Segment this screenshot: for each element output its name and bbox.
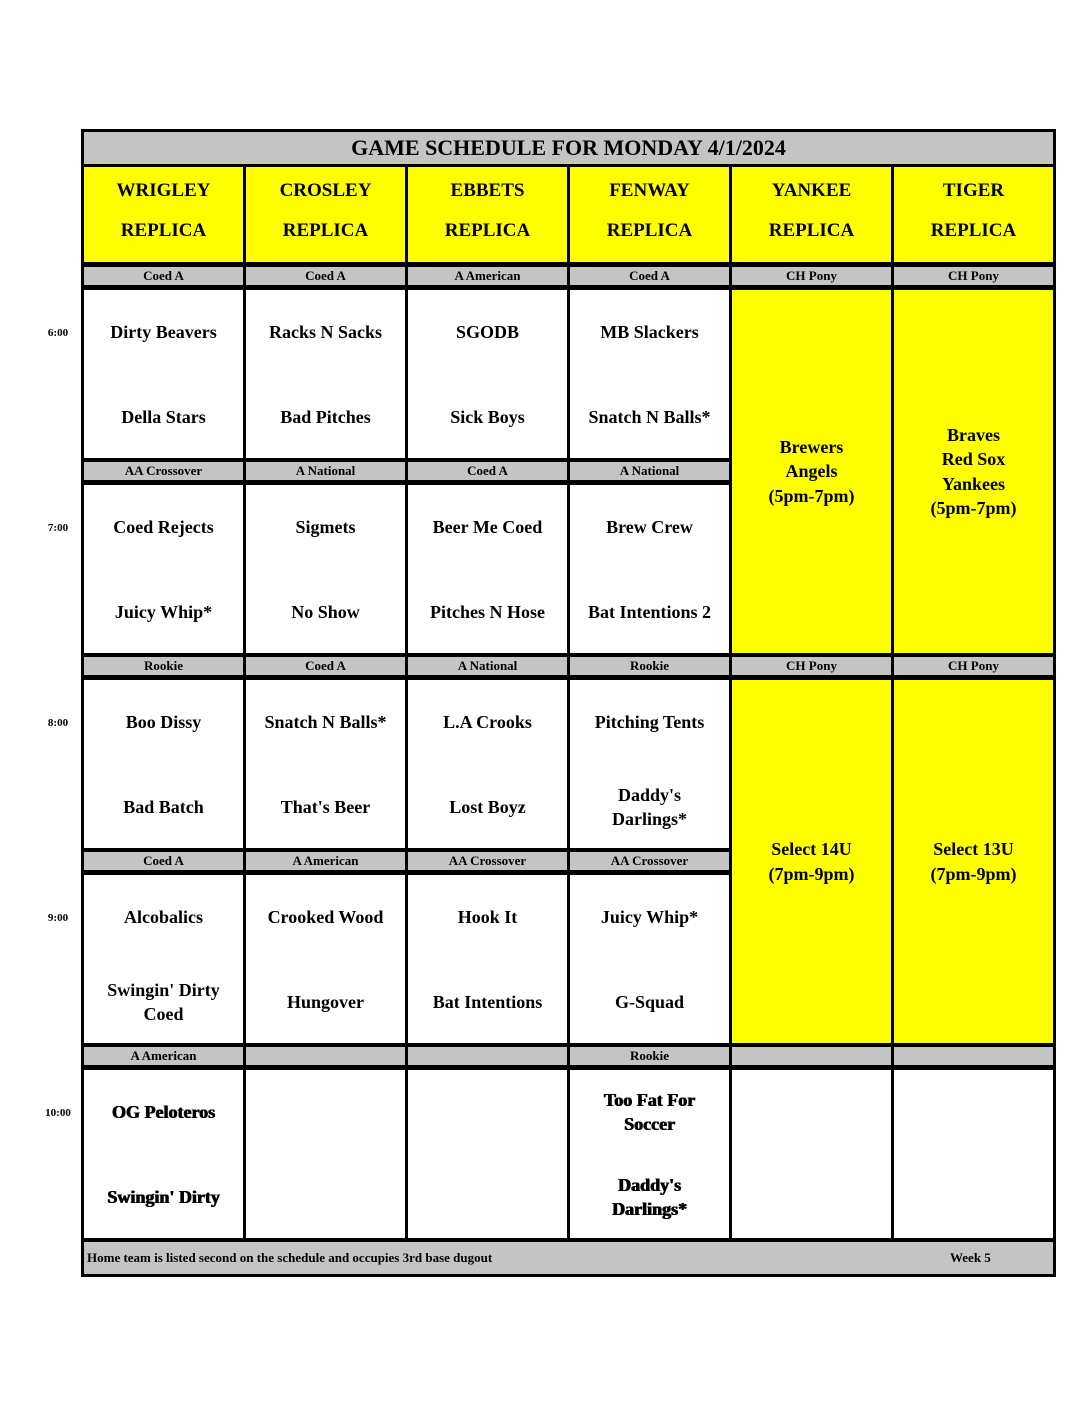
division-label: A National	[567, 459, 732, 483]
home-team: That's Beer	[280, 797, 371, 817]
game-cell	[405, 482, 570, 656]
home-team: Pitches N Hose	[430, 602, 545, 622]
away-team: Boo Dissy	[125, 712, 202, 732]
division-label: CH Pony	[891, 654, 1056, 678]
time-label-8: 8:00	[47, 717, 69, 729]
away-team: Crooked Wood	[267, 907, 384, 927]
field-subtitle: REPLICA	[444, 220, 531, 241]
away-team: Juicy Whip*	[600, 907, 699, 927]
away-team: Too Fat For Soccer	[603, 1090, 696, 1134]
division-label: A American	[243, 849, 408, 873]
game-cell	[243, 677, 408, 851]
away-team: SGODB	[455, 322, 520, 342]
time-label-7: 7:00	[47, 522, 69, 534]
home-team: Swingin' Dirty Coed	[107, 980, 220, 1024]
home-team: Bat Intentions	[432, 992, 543, 1012]
tiger-early-block: Braves Red Sox Yankees (5pm-7pm)	[891, 287, 1056, 656]
field-name: WRIGLEY	[116, 180, 211, 201]
away-team: L.A Crooks	[443, 712, 532, 732]
game-cell	[81, 677, 246, 851]
game-cell	[243, 287, 408, 461]
away-team	[894, 1084, 1053, 1140]
away-team: MB Slackers	[600, 322, 699, 342]
game-cell	[567, 482, 732, 656]
time-label-6: 6:00	[47, 327, 69, 339]
field-subtitle: REPLICA	[120, 220, 207, 241]
game-cell	[567, 677, 732, 851]
footer-note: Home team is listed second on the schedule and occupies 3rd base dugout	[87, 1250, 493, 1265]
game-cell	[405, 287, 570, 461]
field-header-tiger	[891, 164, 1056, 265]
division-label: Coed A	[81, 849, 246, 873]
away-team: Brew Crew	[606, 517, 693, 537]
game-cell	[729, 1067, 894, 1241]
yankee-late-block: Select 14U (7pm-9pm)	[729, 677, 894, 1046]
schedule-title: GAME SCHEDULE FOR MONDAY 4/1/2024	[81, 129, 1056, 167]
game-cell	[567, 287, 732, 461]
schedule-footer	[81, 1239, 1056, 1277]
home-team: Juicy Whip*	[114, 602, 213, 622]
home-team	[894, 1169, 1053, 1225]
game-cell	[405, 872, 570, 1046]
division-label: CH Pony	[729, 264, 894, 288]
home-team	[732, 1169, 891, 1225]
home-team: G-Squad	[614, 992, 685, 1012]
game-cell	[243, 482, 408, 656]
game-cell	[81, 1067, 246, 1241]
away-team: Racks N Sacks	[268, 322, 383, 342]
field-header-wrigley	[81, 164, 246, 265]
field-name: CROSLEY	[279, 180, 372, 201]
home-team: Daddy's Darlings*	[611, 785, 687, 829]
game-cell	[81, 872, 246, 1046]
home-team: Della Stars	[121, 407, 206, 427]
away-team: Alcobalics	[124, 907, 203, 927]
game-cell	[405, 1067, 570, 1241]
away-team: OG Peloteros	[111, 1102, 216, 1122]
division-label: CH Pony	[729, 654, 894, 678]
field-header-yankee	[729, 164, 894, 265]
home-team: Bad Pitches	[280, 407, 371, 427]
division-label	[729, 1044, 894, 1068]
home-team	[408, 1169, 567, 1225]
game-cell	[567, 1067, 732, 1241]
division-label	[243, 1044, 408, 1068]
away-team: Beer Me Coed	[432, 517, 543, 537]
yankee-early-block: Brewers Angels (5pm-7pm)	[729, 287, 894, 656]
home-team: Sick Boys	[450, 407, 525, 427]
game-cell	[567, 872, 732, 1046]
game-cell	[243, 1067, 408, 1241]
home-team: Daddy's Darlings*	[611, 1175, 687, 1219]
division-label: Rookie	[81, 654, 246, 678]
field-header-crosley	[243, 164, 408, 265]
away-team	[732, 1084, 891, 1140]
away-team: Hook It	[457, 907, 518, 927]
division-label: A American	[405, 264, 570, 288]
time-label-10: 10:00	[45, 1107, 71, 1119]
time-label-9: 9:00	[47, 912, 69, 924]
division-label: Coed A	[243, 264, 408, 288]
tiger-late-block: Select 13U (7pm-9pm)	[891, 677, 1056, 1046]
division-label: CH Pony	[891, 264, 1056, 288]
division-label: Rookie	[567, 654, 732, 678]
division-label: A National	[405, 654, 570, 678]
division-label: AA Crossover	[567, 849, 732, 873]
division-label: Rookie	[567, 1044, 732, 1068]
division-label: A National	[243, 459, 408, 483]
home-team: Bad Batch	[123, 797, 204, 817]
field-name: FENWAY	[609, 180, 690, 201]
game-cell	[81, 287, 246, 461]
home-team: Bat Intentions 2	[587, 602, 712, 622]
away-team: Sigmets	[295, 517, 356, 537]
game-cell	[891, 1067, 1056, 1241]
away-team	[408, 1084, 567, 1140]
field-subtitle: REPLICA	[768, 220, 855, 241]
game-cell	[81, 482, 246, 656]
division-label	[891, 1044, 1056, 1068]
game-cell	[405, 677, 570, 851]
away-team: Snatch N Balls*	[264, 712, 387, 732]
division-label: AA Crossover	[405, 849, 570, 873]
division-label: Coed A	[243, 654, 408, 678]
field-header-fenway	[567, 164, 732, 265]
away-team: Pitching Tents	[594, 712, 705, 732]
home-team: Hungover	[286, 992, 364, 1012]
home-team: Lost Boyz	[449, 797, 526, 817]
field-name: TIGER	[942, 180, 1005, 201]
field-subtitle: REPLICA	[282, 220, 369, 241]
away-team: Dirty Beavers	[110, 322, 217, 342]
field-header-ebbets	[405, 164, 570, 265]
division-label: A American	[81, 1044, 246, 1068]
division-label: Coed A	[81, 264, 246, 288]
division-label: Coed A	[405, 459, 570, 483]
division-label: AA Crossover	[81, 459, 246, 483]
home-team: Snatch N Balls*	[588, 407, 711, 427]
away-team	[246, 1084, 405, 1140]
division-label: Coed A	[567, 264, 732, 288]
field-subtitle: REPLICA	[930, 220, 1017, 241]
game-cell	[243, 872, 408, 1046]
field-name: YANKEE	[771, 180, 852, 201]
away-team: Coed Rejects	[113, 517, 214, 537]
field-name: EBBETS	[450, 180, 525, 201]
field-subtitle: REPLICA	[606, 220, 693, 241]
schedule-table	[81, 129, 1056, 1277]
home-team	[246, 1169, 405, 1225]
home-team: Swingin' Dirty	[107, 1187, 220, 1207]
home-team: No Show	[291, 602, 360, 622]
division-label	[405, 1044, 570, 1068]
week-label: Week 5	[950, 1250, 991, 1265]
